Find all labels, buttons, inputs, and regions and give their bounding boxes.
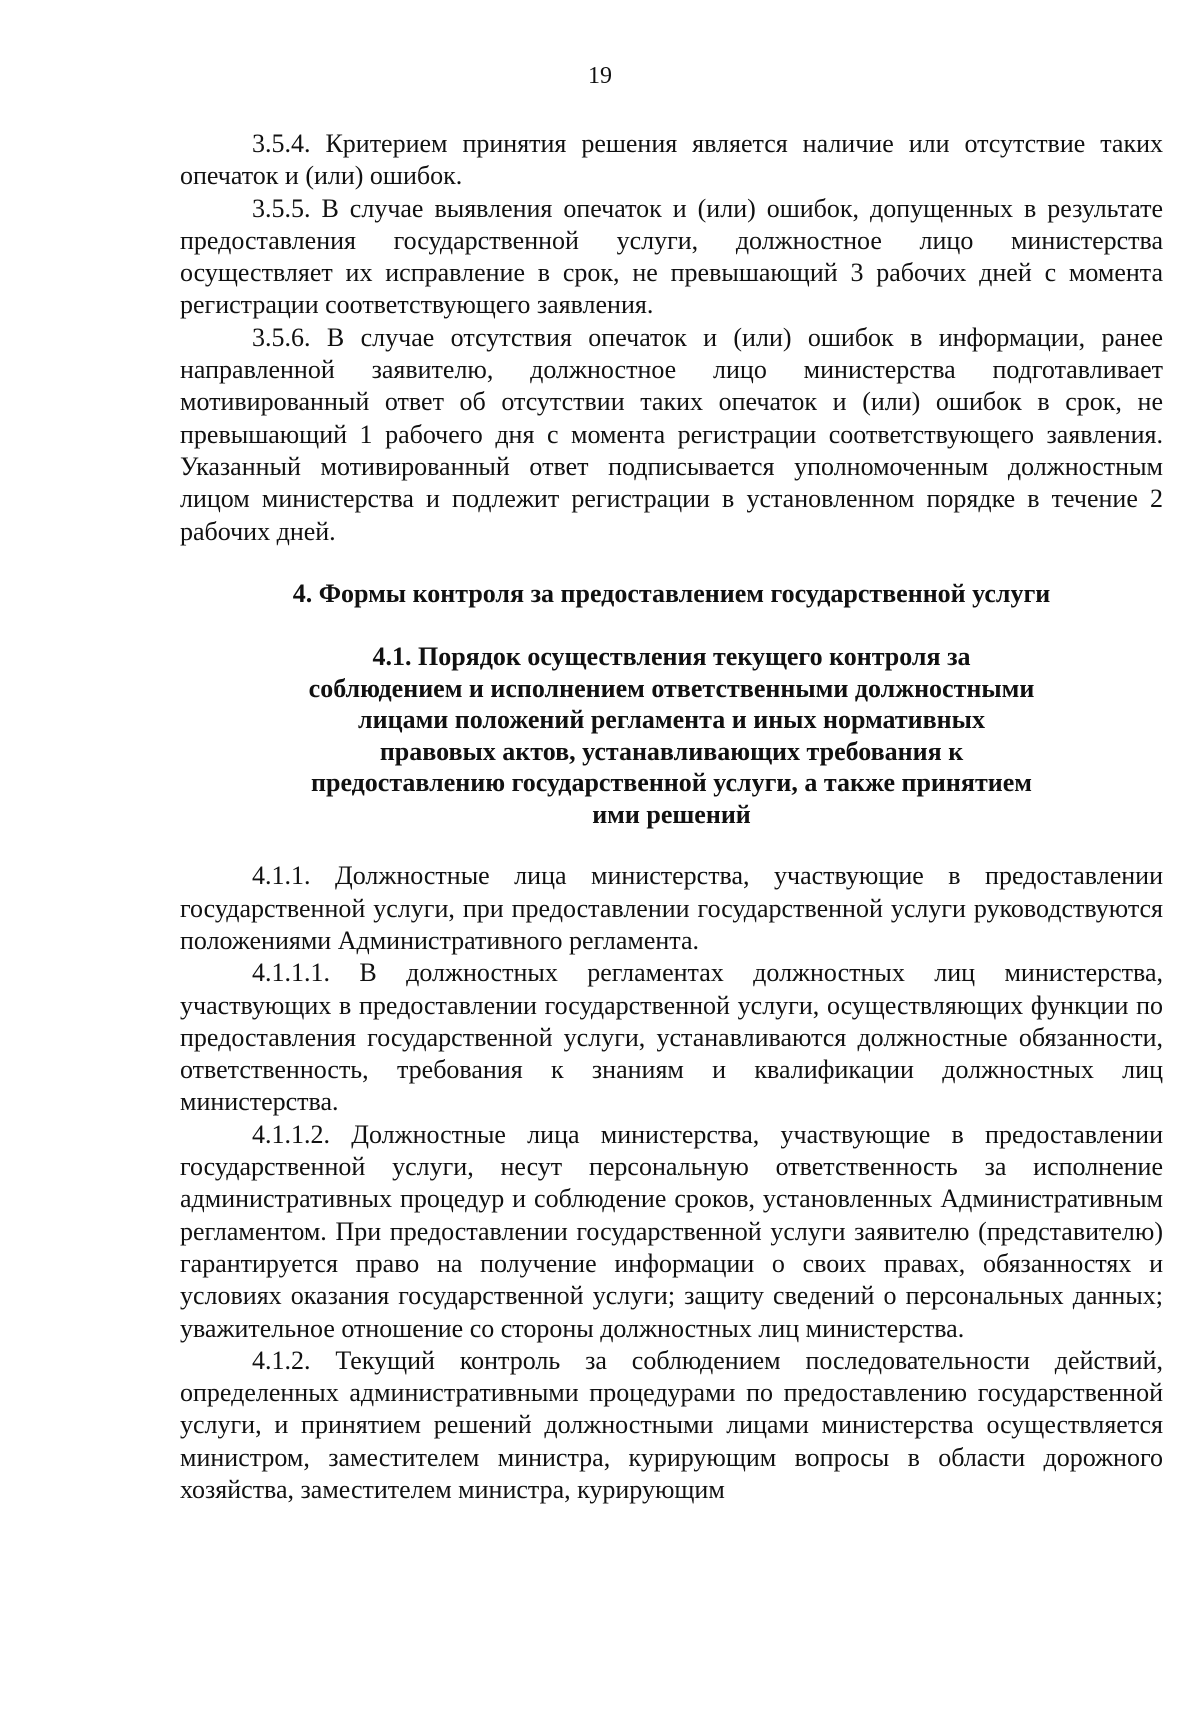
paragraph-4-1-1: 4.1.1. Должностные лица министерства, участвующие в предоставлении государственной услуги, при предоставлении государственной услуги руководствуются положениями Административного регламента. bbox=[180, 861, 1163, 955]
paragraph-3-5-5: 3.5.5. В случае выявления опечаток и (или) ошибок, допущенных в результате предоставления государственной услуги, должностное лицо министерства осуществляет их исправление в срок, не превышающий 3 рабочих дней с момента регистрации соответствующего заявления. bbox=[180, 193, 1163, 320]
page-number: 19 bbox=[588, 63, 612, 89]
document-body bbox=[180, 128, 1163, 1506]
paragraph-3-5-4: 3.5.4. Критерием принятия решения является наличие или отсутствие таких опечаток и (или) ошибок. bbox=[180, 129, 1163, 191]
paragraph-4-1-1-1: 4.1.1.1. В должностных регламентах должностных лиц министерства, участвующих в предоставлении государственной услуги, осуществляющих функции по предоставления государственной услуги, устанавливаются должностные обязанности, ответственность, требования к знаниям и квалификации должностных лиц министерства. bbox=[180, 958, 1163, 1117]
subsection-heading: 4.1. Порядок осуществления текущего контроля за соблюдением и исполнением ответственными должностными лицами положений регламента и иных нормативных правовых актов, устанавливающих требования к предоставлению государственной услуги, а также принятием ими решений bbox=[308, 642, 1035, 829]
paragraph-3-5-6: 3.5.6. В случае отсутствия опечаток и (или) ошибок в информации, ранее направленной заявителю, должностное лицо министерства подготавливает мотивированный ответ об отсутствии таких опечаток и (или) ошибок в срок, не превышающий 1 рабочего дня с момента регистрации соответствующего заявления. Указанный мотивированный ответ подписывается уполномоченным должностным лицом министерства и подлежит регистрации в установленном порядке в течение 2 рабочих дней. bbox=[180, 322, 1163, 546]
paragraph-4-1-2: 4.1.2. Текущий контроль за соблюдением последовательности действий, определенных административными процедурами по предоставлению государственной услуги, и принятием решений должностными лицами министерства осуществляется министром, заместителем министра, курирующим вопросы в области дорожного хозяйства, заместителем министра, курирующим bbox=[180, 1345, 1163, 1504]
paragraph-4-1-1-2: 4.1.1.2. Должностные лица министерства, участвующие в предоставлении государственной услуги, несут персональную ответственность за исполнение административных процедур и соблюдение сроков, установленных Административным регламентом. При предоставлении государственной услуги заявителю (представителю) гарантируется право на получение информации о своих правах, обязанностях и условиях оказания государственной услуги; защиту сведений о персональных данных; уважительное отношение со стороны должностных лиц министерства. bbox=[180, 1119, 1163, 1343]
section-heading: 4. Формы контроля за предоставлением государственной услуги bbox=[292, 578, 1051, 608]
